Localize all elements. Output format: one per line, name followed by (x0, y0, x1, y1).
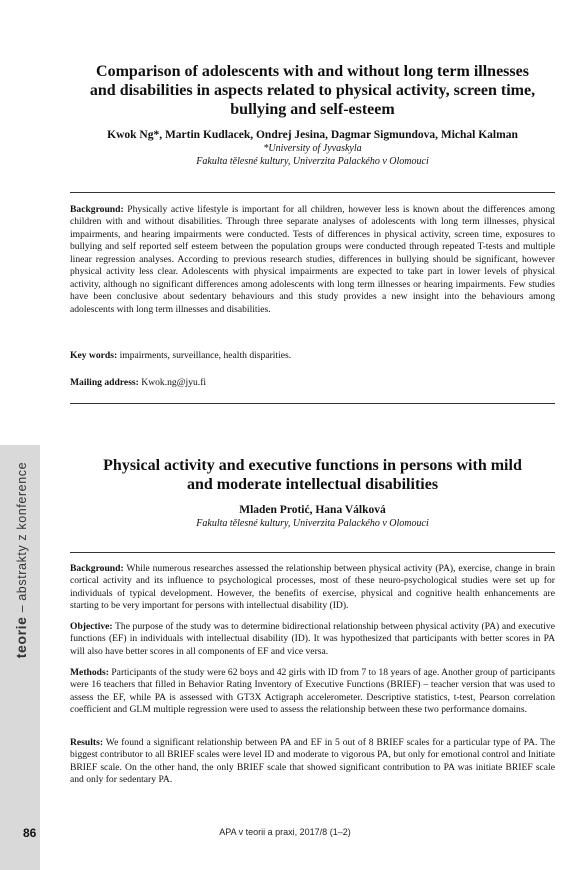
background-text: While numerous researches assessed the relationship between physical activity (PA), exercise, change in brain cortical activity and its influence to psychological processes, most of these neuro-psychological studies were set up for individuals of typical development. However, the benefits of exercise, physical and cognitive health enhancements are starting to be very important for persons with intellectual disability (ID). (70, 563, 555, 612)
article2-authors: Mladen Protić, Hana Válková (239, 504, 386, 516)
article1-title-line: bullying and self-esteem (230, 101, 395, 118)
article1-mailing (70, 377, 555, 389)
article2-background (70, 563, 555, 613)
divider (70, 192, 555, 193)
divider (70, 403, 555, 404)
article1-title-line: and disabilities in aspects related to physical activity, screen time, (89, 82, 536, 99)
background-text: Physically active lifestyle is important for all children, however less is known about the differences among children with and without disabilities. Through three separate analyses of adolescents with long term illnesses, physical impairments, and hearing impairments were conducted. Tests of differences in physical activity, screen time, exposures to bullying and self reported self esteem between the population groups were conducted through repeated T-tests and multiple linear regression analyses. According to previous research studies, differences in bullying should be significant, however physical activity less clear. Adolescents with physical impairments are expected to take part in lower levels of physical activity, although no significant differences among adolescents with long term illnesses or hearing impairments. Few studies have been conclusive about sedentary behaviours and this study provides a new insight into the behaviours among adolescents with long term illnesses and disabilities. (70, 204, 555, 315)
article2-affiliation: Fakulta tělesné kultury, Univerzita Palackého v Olomouci (196, 518, 429, 529)
article2-results (70, 737, 555, 787)
results-label: Results: (70, 737, 104, 748)
page-number: 86 (23, 826, 37, 840)
article1-title-line: Comparison of adolescents with and without long term illnesses (96, 63, 529, 80)
article1-authors: Kwok Ng*, Martin Kudlacek, Ondrej Jesina, Dagmar Sigmundova, Michal Kalman (107, 129, 518, 141)
section-label (13, 462, 29, 658)
results-text: We found a significant relationship between PA and EF in 5 out of 8 BRIEF scales for a particular type of PA. The biggest contributor to all BRIEF scales were level ID and moderate to vigorous PA, but only for emotional control and Initiate BRIEF scale. On the other hand, the only BRIEF scale that showed significant contribution to PA was initiate BRIEF scale and only for sedentary PA. (70, 737, 555, 786)
journal-footer: APA v teorii a praxi, 2017/8 (1–2) (219, 827, 351, 837)
methods-text: Participants of the study were 62 boys and 42 girls with ID from 7 to 18 years of age. Another group of participants were 16 teachers that filled in Behavior Rating Inventory of Executive Functions (BRIEF) – teacher version that was used to assess the EF, while PA is assessed with GT3X Actigraph accelerometer. Descriptive statistics, t-test, Pearson correlation coefficient and GLM multiple regression were used to assess the relationship between these two performance domains. (70, 667, 555, 716)
section-subtitle: abstrakty z konference (15, 461, 29, 601)
article2-title-line: Physical activity and executive functions in persons with mild (103, 457, 522, 474)
objective-label: Objective: (70, 621, 113, 632)
section-dash: – (15, 600, 29, 617)
mailing-text: Kwok.ng@jyu.fi (141, 377, 207, 388)
background-label: Background: (70, 204, 124, 215)
methods-label: Methods: (70, 667, 109, 678)
keywords-text: impairments, surveillance, health disparities. (119, 350, 292, 361)
article1-keywords (70, 350, 555, 362)
article1-affiliation: Fakulta tělesné kultury, Univerzita Palackého v Olomouci (196, 156, 429, 167)
article2-title-line: and moderate intellectual disabilities (186, 476, 439, 493)
article1-affiliation: *University of Jyvaskyla (263, 143, 362, 154)
divider (70, 552, 555, 553)
article2-methods (70, 667, 555, 717)
article1-title (70, 62, 555, 119)
mailing-label: Mailing address: (70, 377, 139, 388)
keywords-label: Key words: (70, 350, 118, 361)
section-word: teorie (13, 616, 29, 659)
article2-title (70, 456, 555, 494)
background-label: Background: (70, 563, 124, 574)
objective-text: The purpose of the study was to determine bidirectional relationship between physical activity (PA) and executive functions (EF) in individuals with intellectual disability (ID). It was hypothesized that participants with better scores in PA will also have better scores in all components of EF and vice versa. (70, 621, 555, 657)
article2-objective (70, 621, 555, 658)
article1-background (70, 204, 555, 316)
